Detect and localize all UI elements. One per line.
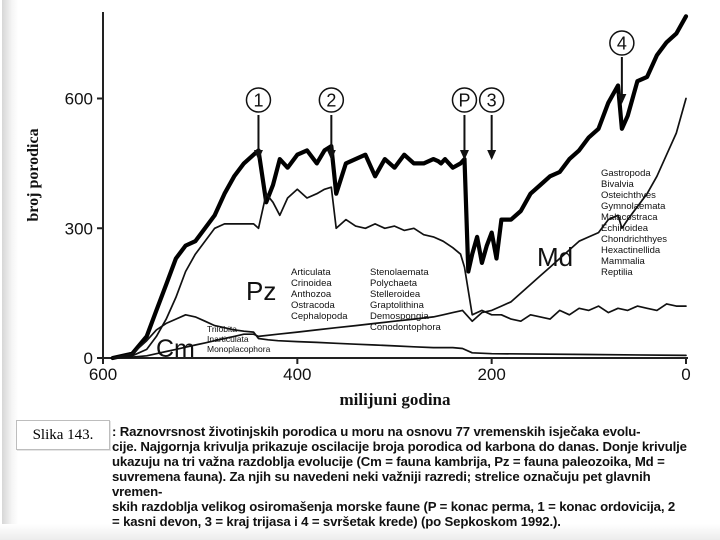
y-tick-label: 300 bbox=[64, 219, 93, 239]
figure-caption bbox=[112, 424, 704, 529]
annotation-md-taxon: Reptilia bbox=[601, 267, 633, 278]
annotation-pz-taxon: Demospongia bbox=[370, 311, 429, 322]
annotation-cm-taxon: Inarticulata bbox=[207, 334, 249, 344]
marker-label: P bbox=[458, 90, 471, 111]
annotation-pz-taxon: Polychaeta bbox=[370, 278, 418, 289]
annotation-cm-label: Cm bbox=[156, 335, 195, 363]
annotation-md-taxon: Echinoidea bbox=[601, 223, 649, 234]
annotation-md-taxon: Mammalia bbox=[601, 256, 645, 267]
marker-label: 2 bbox=[326, 90, 337, 111]
annotation-pz-taxon: Crinoidea bbox=[291, 278, 332, 289]
annotation-md-taxon: Bivalvia bbox=[601, 179, 634, 190]
caption-line: : Raznovrsnost životinjskih porodica u moru na osnovu 77 vremenskih isječaka evolu- bbox=[112, 424, 641, 439]
marker-arrow-head bbox=[460, 150, 469, 160]
marker-label: 4 bbox=[616, 33, 627, 54]
annotation-pz-taxon: Stenolaemata bbox=[370, 267, 429, 278]
annotation-pz-taxon: Articulata bbox=[291, 267, 331, 278]
annotation-md-label: Md bbox=[537, 242, 574, 272]
marker-label: 1 bbox=[253, 90, 264, 111]
y-axis-label: broj porodica bbox=[25, 128, 42, 222]
marker-arrow-head bbox=[487, 150, 496, 160]
x-tick-label: 200 bbox=[477, 365, 506, 384]
caption-line: cije. Najgornja krivulja prikazuje oscilacije broja porodica od karbona do danas. Donje krivulje bbox=[112, 439, 687, 454]
annotation-md-taxon: Gymnolaemata bbox=[601, 201, 666, 212]
x-tick-label: 0 bbox=[681, 365, 691, 384]
annotation-pz-taxon: Cephalopoda bbox=[291, 311, 348, 322]
annotation-cm-taxon: Monoplacophora bbox=[207, 344, 271, 354]
caption-line: suvremena fauna). Za njih su navedeni neki važniji razredi; strelice označuju pet glavnih vremen- bbox=[112, 469, 651, 499]
x-tick-label: 600 bbox=[88, 365, 118, 384]
annotation-pz-taxon: Anthozoa bbox=[291, 289, 332, 300]
figure-label: Slika 143. bbox=[16, 420, 110, 450]
y-tick-label: 600 bbox=[64, 89, 93, 109]
marker-label: 3 bbox=[486, 90, 497, 111]
caption-line: = kasni devon, 3 = kraj trijasa i 4 = svršetak krede) (po Sepkoskom 1992.). bbox=[112, 514, 561, 529]
annotation-pz-taxon: Conodontophora bbox=[370, 322, 441, 333]
caption-line: skih razdoblja velikog osiromašenja morske faune (P = konac perma, 1 = konac ordovicija, 2 bbox=[112, 499, 676, 514]
annotation-md-taxon: Hexactinellida bbox=[601, 245, 661, 256]
annotation-pz-taxon: Stelleroidea bbox=[370, 289, 421, 300]
annotation-cm-taxon: Trilobita bbox=[207, 324, 237, 334]
y-tick-label: 0 bbox=[83, 349, 93, 368]
caption-line: ukazuju na tri važna razdoblja evolucije (Cm = fauna kambrija, Pz = fauna paleozoika, Md = bbox=[112, 454, 665, 469]
x-tick-label: 400 bbox=[283, 365, 312, 384]
annotation-md-taxon: Gastropoda bbox=[601, 168, 651, 179]
annotation-pz-taxon: Graptolithina bbox=[370, 300, 424, 311]
annotation-md-taxon: Malacostraca bbox=[601, 212, 658, 223]
annotation-pz-label: Pz bbox=[246, 276, 277, 306]
x-axis-label: milijuni godina bbox=[339, 390, 451, 409]
annotation-md-taxon: Osteichthyes bbox=[601, 190, 656, 201]
annotation-pz-taxon: Ostracoda bbox=[291, 300, 335, 311]
annotation-md-taxon: Chondrichthyes bbox=[601, 234, 668, 245]
